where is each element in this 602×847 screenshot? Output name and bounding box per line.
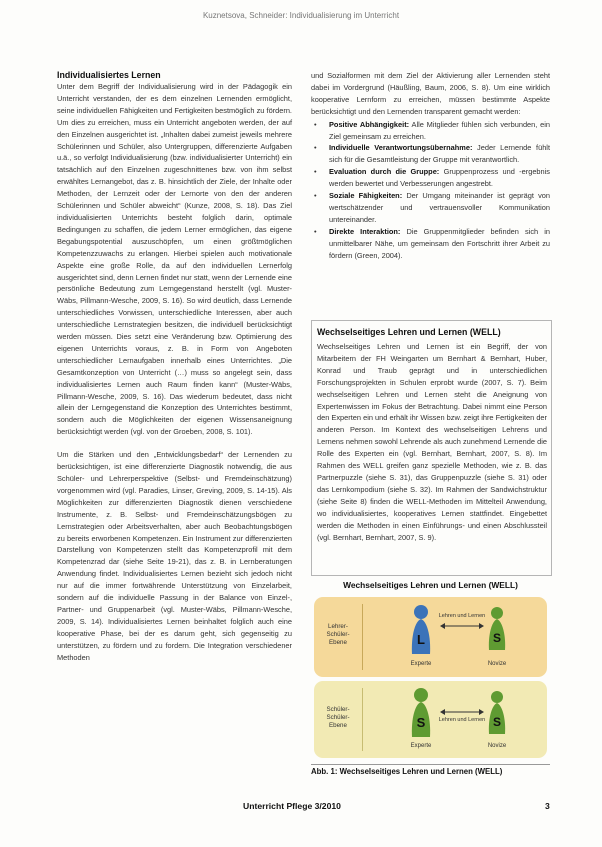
role-label-expert: Experte — [410, 661, 432, 667]
section-heading-individualisiertes-lernen: Individualisiertes Lernen — [57, 70, 161, 80]
svg-text:S: S — [492, 715, 502, 729]
list-item: • Individuelle Verantwortungsübernahme: Jeder Lernende fühlt sich für die Gesamtleistung der Gruppe mit verantwortlich. — [311, 142, 550, 166]
figure-caption: Abb. 1: Wechselseitiges Lehren und Lernen (WELL) — [311, 764, 550, 776]
left-column — [57, 70, 292, 664]
footer-journal-title: Unterricht Pflege 3/2010 — [243, 801, 341, 811]
cooperative-aspects-list — [311, 119, 550, 262]
arrow-label-bottom: Lehren und Lernen — [438, 717, 486, 723]
student-expert-figure-icon — [408, 687, 434, 739]
role-label-expert: Experte — [410, 743, 432, 749]
list-item: • Direkte Interaktion: Die Gruppenmitglieder befinden sich in unmittelbarer Nähe, um gemeinsam den Fortschritt ihrer Arbeit zu fördern (Green, 2004). — [311, 226, 550, 262]
teacher-figure-icon — [408, 604, 434, 656]
right-column — [311, 70, 550, 262]
teacher-student-level-panel — [314, 597, 547, 677]
student-novice-figure-icon — [486, 690, 508, 736]
well-box-heading: Wechselseitiges Lehren und Lernen (WELL) — [317, 327, 501, 337]
well-info-box — [311, 320, 552, 576]
svg-text:L: L — [417, 632, 425, 647]
figure-title: Wechselseitiges Lehren und Lernen (WELL) — [343, 580, 518, 590]
double-arrow-icon — [439, 708, 485, 716]
well-figure — [311, 580, 550, 777]
page-number: 3 — [545, 801, 550, 811]
left-paragraph-2: Um die Stärken und den „Entwicklungsbedarf“ der Lernenden zu berücksichtigen, ist eine differenzierte Diagnostik notwendig, die aus Schüler- und Lehrerperspektive (Selbst- und Fremdeinschätzung) vorgenommen wird (vgl. Paradies, Linser, Greving, 2009, S. 14-15). Als Möglichkeiten zur differenzierten Diagnostik dienen verschiedene Instrumente, z. B. Selbst- und Fremdeinschätzungsbögen zu Lernstrategien oder Arbeitsverhalten, aber auch Beobachtungsbögen zu bereits erworbenen Kompetenzen. Ein Instrument zur differenzierten Darstellung von Kompetenzen stellt das Kompetenzprofil mit dem Kompetenzrad dar (siehe Seite 19-21), das z. B. in Lernberatungen Anwendung findet. Individualisiertes Lernen bezieht sich jedoch nicht nur auf die immer fortwährende Unterstützung von Einzelarbeit, sondern auf die individuelle Passung in der Balance von Einzel-, Partner- und Gruppenarbeit (vgl. Muster-Wäbs, Pillmann-Wesche, 2009, S. 14). Individualisiertes Lernen beinhaltet folglich auch eine kooperative Phase, bei der es darum geht, sich gegenseitig zu unterstützen, zu fördern und zu fordern. Die Integration verschiedener Methoden — [57, 450, 292, 662]
list-item: • Soziale Fähigkeiten: Der Umgang miteinander ist geprägt von wertschätzender und vertrauensvoller Kommunikation untereinander. — [311, 190, 550, 226]
left-paragraph-1: Unter dem Begriff der Individualisierung wird in der Pädagogik ein Unterricht verstanden, der es dem einzelnen Lernenden ermöglicht, seine individuellen Fähigkeiten und Fertigkeiten bestmöglich zu fördern. Um dies zu erreichen, muss ein Unterricht angeboten werden, der auf den Einzelnen ausgerichtet ist. „Inhalten dabei zumeist jeweils mehrere Schülerinnen und Schüler, also Untergruppen, differenzierte Aufgaben u.ä., so verfolgt Individualisierung (bzw. individualisierter Unterricht) ein tatsächlich auf den Einzelnen zugeschnittenes bzw. von ihm selbst erwähltes Lernangebot, das z. B. hinsichtlich der Ziele, der Inhalte oder Methoden, der Lernzeit oder der Lernorte von den der anderen Schülerinnen und Schüler abweicht“ (Kunze, 2008, S. 18). Das Ziel individualisierten Unterrichts besteht folglich darin, optimale Bedingungen zu schaffen, die jedem Lerner ermöglichen, das eigene Begabungspotential auszuschöpfen, um einen größtmöglichen Kompetenzzuwachs zu erlangen. Hierbei spielen auch motivationale Aspekte eine große Rolle, da auf den individuellen Lernerfolg ausgerichtet sind, denn Lernen findet nur statt, wenn der Lernende eine persönliche Bedeutung zum Lerngegenstand herstellt (vgl. Muster-Wäbs, Pillmann-Wesche, 2009, S. 16). So wird deutlich, dass Lernende unterschiedliches Vorwissen, unterschiedliche Interessen, aber auch unterschiedliche Lernstrategien besitzen, die individuell berücksichtigt werden müssen. Dies setzt eine Veränderung bzw. Optimierung des eigenen Unterrichts voraus, z. B. in Form von Angeboten unterschiedlicher Lernaufgaben innerhalb eines Unterrichtes. „Die Gesamtkonzeption von Unterricht (…) muss so angelegt sein, dass individualisiertes Lernen auch Raum finden kann“ (Muster-Wäbs, Pillmann-Wesche, 2009, S. 16). Das wiederum bedeutet, dass nicht allein der Lerngegenstand die Konzeption des Unterrichtes bestimmt, sondern auch die Möglichkeiten der eigenen Wissensaneignung berücksichtigt werden (vgl. von der Groeben, 2008, S. 101). — [57, 82, 292, 437]
panel-divider — [362, 688, 363, 751]
double-arrow-icon — [439, 622, 485, 630]
svg-text:S: S — [492, 631, 502, 645]
list-item: • Positive Abhängigkeit: Alle Mitglieder fühlen sich verbunden, ein Ziel gemeinsam zu erreichen. — [311, 119, 550, 143]
well-box-text: Wechselseitiges Lehren und Lernen ist ein Begriff, der von Mitarbeitern der FH Weingarten um Bernhart & Bernhart, Huber, Konrad und Traub geprägt und in unterschiedlichen Forschungsprojekten in Schulen erprobt wurde (2007, S. 7). Beim wechselseitigen Lehren und Lernen steht die Aneignung von Expertenwissen im Fokus der Betrachtung. Dabei nimmt eine Person den Experten ein und erhält ihr Wissen bzw. zeigt ihre Fertigkeiten der anderen Person. Im Kontext des wechselseitigen Lehrens und Lernens nehmen sowohl Lehrende als auch zunehmend Lernende die Rolle des Experten ein (vgl. Bernhart, Bernhart, 2007, S. 8). Im Rahmen des WELL greifen ganz spezielle Methoden, wie z. B. das Partnerpuzzle (siehe S. 31), das Gruppenpuzzle (siehe S. 31) oder das Lernkompodium (siehe S. 32). Im Rahmen der Sandwichstruktur (siehe Seite 8) finden die WELL-Methoden im Mittelteil Anwendung, wo individualisiertes, kooperatives Lernen stattfindet. Eingebettet werden die Methoden in einen Einführungs- und einen Abschlussteil (vgl. Bernhart, Bernhart, 2007, S. 9). — [317, 342, 547, 542]
arrow-label-top: Lehren und Lernen — [438, 613, 486, 619]
list-item: • Evaluation durch die Gruppe: Gruppenprozess und -ergebnis werden bewertet und Verbesserungen angestrebt. — [311, 166, 550, 190]
svg-text:S: S — [416, 715, 426, 730]
running-header: Kuznetsova, Schneider: Individualisierung im Unterricht — [202, 11, 400, 20]
role-label-novice: Novize — [487, 743, 507, 749]
role-label-novice: Novize — [487, 661, 507, 667]
right-paragraph-1: und Sozialformen mit dem Ziel der Aktivierung aller Lernenden steht dabei im Vordergrund (Häußling, Baum, 2006, S. 8). Um eine wirklich kooperative Lernform zu erreichen, müssen bestimmte Aspekte berücksichtigt und den Lernenden transparent gemacht werden: — [311, 71, 550, 116]
student-student-level-panel — [314, 681, 547, 758]
panel-divider — [362, 604, 363, 670]
level-label-student-student: Schüler-Schüler-Ebene — [326, 706, 350, 729]
level-label-teacher-student: Lehrer-Schüler-Ebene — [326, 623, 350, 646]
